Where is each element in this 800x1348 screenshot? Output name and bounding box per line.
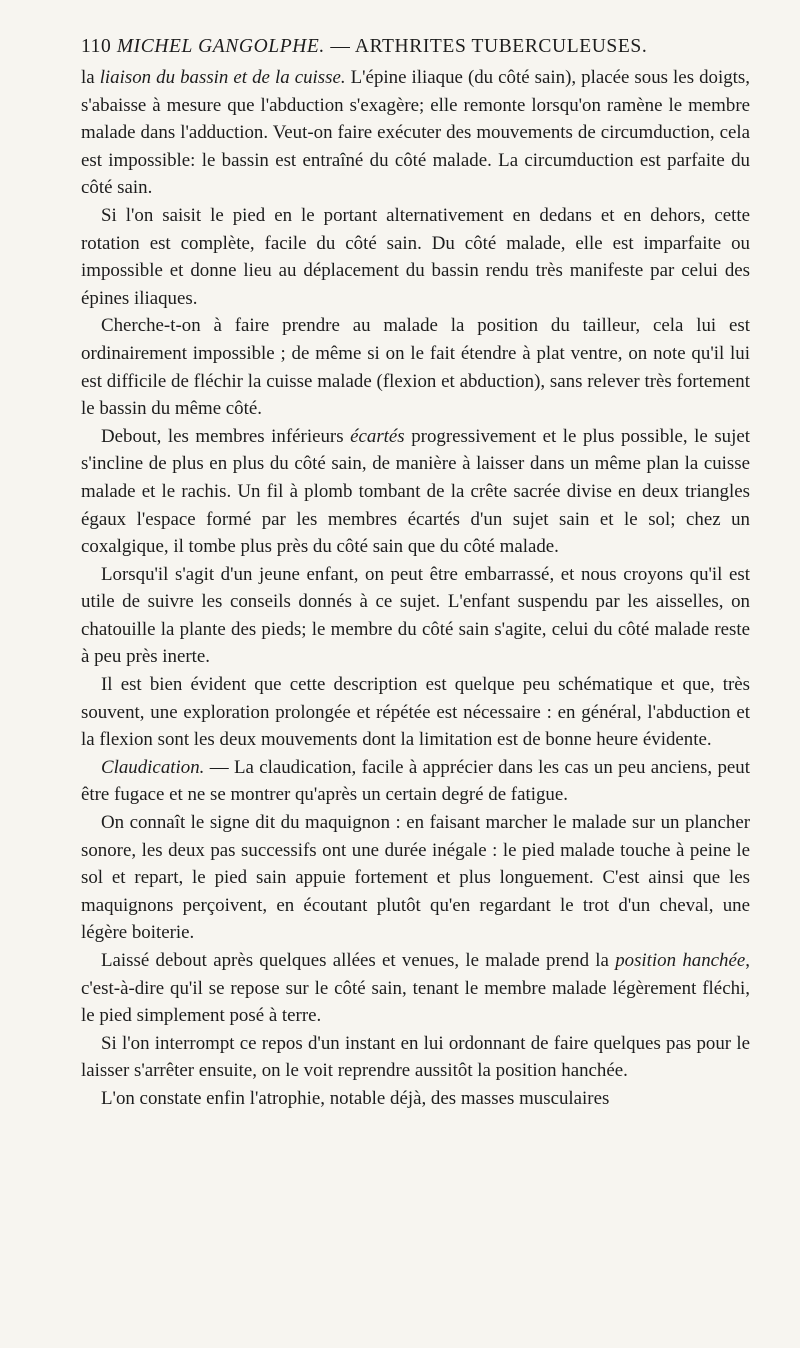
paragraph: On connaît le signe dit du maquignon : en faisant marcher le malade sur un plancher sonore, les deux pas successifs ont une durée inégale : le pied malade touche à peine le sol et repart, le pied sain appuie fortement et plus longuement. C'est ainsi que les maquignons perçoivent, en écoutant plutôt qu'en regardant le trot d'un cheval, une légère boiterie. — [81, 812, 750, 944]
paragraph: Lorsqu'il s'agit d'un jeune enfant, on peut être embarrassé, et nous croyons qu'il est utile de suivre les conseils donnés à ce sujet. L'enfant suspendu par les aisselles, on chatouille la plante des pieds; le membre du côté sain s'agite, celui du côté malade reste à peu près inerte. — [81, 563, 750, 668]
running-title: ARTHRITES TUBERCULEUSES. — [354, 36, 648, 57]
paragraph: Il est bien évident que cette description est quelque peu schématique et que, très souvent, une exploration prolongée et répétée est nécessaire : en général, l'abduction et la flexion sont les deux mouvements dont la limitation est de bonne heure évidente. — [81, 674, 750, 751]
page-number: 110 — [81, 36, 112, 57]
paragraph: Debout, les membres inférieurs écartés progressivement et le plus possible, le sujet s'incline de plus en plus du côté sain, de manière à laisser dans un même plan la cuisse malade et le rachis. Un fil à plomb tombant de la crête sacrée divise en deux triangles égaux l'espace formé par les membres écartés d'un sujet sain et le sol; chez un coxalgique, il tombe plus près du côté sain que du côté malade. — [81, 425, 751, 558]
paragraph: Si l'on saisit le pied en le portant alternativement en dedans et en dehors, cette rotation est complète, facile du côté sain. Du côté malade, elle est imparfaite ou impossible et donne lieu au déplacement du bassin rendu très manifeste par celui des épines iliaques. — [81, 204, 750, 309]
paragraph: Cherche-t-on à faire prendre au malade la position du tailleur, cela lui est ordinairement impossible ; de même si on le fait étendre à plat ventre, on note qu'il lui est difficile de fléchir la cuisse malade (flexion et abduction), sans relever très fortement le bassin du même côté. — [81, 315, 750, 420]
paragraph: L'on constate enfin l'atrophie, notable déjà, des masses musculaires — [101, 1087, 610, 1109]
running-header — [81, 36, 750, 58]
author-name: MICHEL GANGOLPHE. — [116, 36, 325, 57]
paragraph: Si l'on interrompt ce repos d'un instant en lui ordonnant de faire quelques pas pour le laisser s'arrêter ensuite, on le voit reprendre aussitôt la position hanchée. — [81, 1032, 750, 1082]
page-body — [81, 64, 750, 1113]
paragraph: Claudication. — La claudication, facile à apprécier dans les cas un peu anciens, peut être fugace et ne se montrer qu'après un certain degré de fatigue. — [81, 756, 750, 806]
paragraph: Laissé debout après quelques allées et venues, le malade prend la position hanchée, c'est-à-dire qu'il se repose sur le côté sain, tenant le membre malade légèrement fléchi, le pied simplement posé à terre. — [81, 950, 750, 1027]
header-separator: — — [324, 36, 355, 57]
paragraph: la liaison du bassin et de la cuisse. L'épine iliaque (du côté sain), placée sous les doigts, s'abaisse à mesure que l'abduction s'exagère; elle remonte lorsqu'on ramène le membre malade dans l'adduction. Veut-on faire exécuter des mouvements de circumduction, cela est impossible: le bassin est entraîné du côté malade. La circumduction est parfaite du côté sain. — [81, 67, 750, 199]
